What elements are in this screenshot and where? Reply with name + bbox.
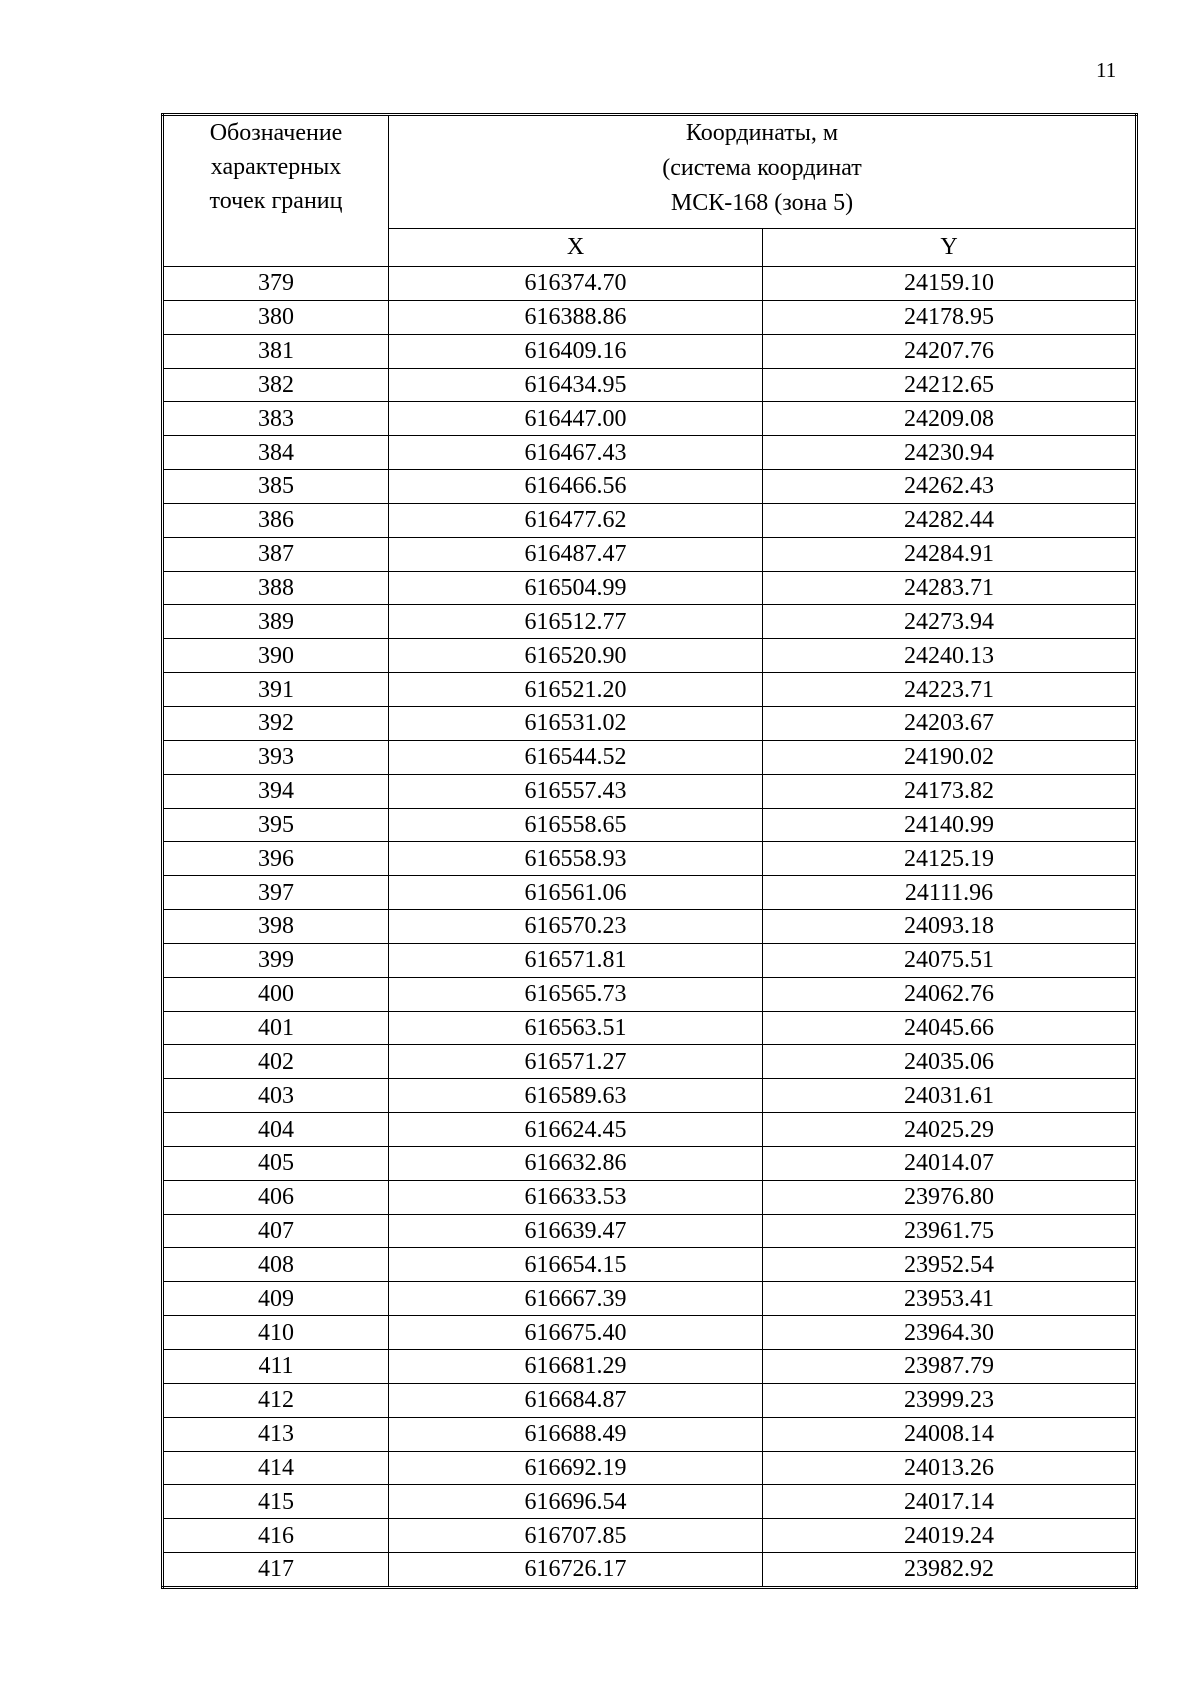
- x-coordinate-cell: 616434.95: [389, 368, 763, 402]
- y-coordinate-cell: 24209.08: [763, 402, 1137, 436]
- point-number-cell: 392: [163, 706, 389, 740]
- x-coordinate-cell: 616504.99: [389, 571, 763, 605]
- table-row: [163, 977, 1137, 1011]
- table-row: [163, 842, 1137, 876]
- x-coordinate-cell: 616565.73: [389, 977, 763, 1011]
- table-row: [163, 368, 1137, 402]
- y-coordinate-cell: 24075.51: [763, 943, 1137, 977]
- y-coordinate-cell: 24125.19: [763, 842, 1137, 876]
- y-coordinate-cell: 24230.94: [763, 436, 1137, 470]
- y-coordinate-cell: 24282.44: [763, 503, 1137, 537]
- y-coordinate-cell: 24240.13: [763, 639, 1137, 673]
- y-coordinate-cell: 24111.96: [763, 876, 1137, 910]
- point-number-cell: 410: [163, 1316, 389, 1350]
- table-row: [163, 1248, 1137, 1282]
- table-row: [163, 1485, 1137, 1519]
- table-header: [163, 115, 1137, 267]
- table-row: [163, 1011, 1137, 1045]
- y-coordinate-cell: 23999.23: [763, 1383, 1137, 1417]
- coordinates-header: [389, 115, 1137, 229]
- point-number-cell: 397: [163, 876, 389, 910]
- x-coordinate-cell: 616632.86: [389, 1146, 763, 1180]
- header-line: точек границ: [209, 188, 343, 214]
- point-number-cell: 417: [163, 1553, 389, 1588]
- table-row: [163, 673, 1137, 707]
- point-number-cell: 402: [163, 1045, 389, 1079]
- y-coordinate-cell: 24035.06: [763, 1045, 1137, 1079]
- point-number-cell: 380: [163, 300, 389, 334]
- point-number-cell: 385: [163, 470, 389, 504]
- x-coordinate-cell: 616487.47: [389, 537, 763, 571]
- table-row: [163, 267, 1137, 301]
- y-coordinate-cell: 24207.76: [763, 334, 1137, 368]
- table-row: [163, 740, 1137, 774]
- header-line: Координаты, м: [685, 120, 839, 146]
- table-row: [163, 706, 1137, 740]
- x-coordinate-cell: 616684.87: [389, 1383, 763, 1417]
- y-coordinate-cell: 24014.07: [763, 1146, 1137, 1180]
- table-row: [163, 1451, 1137, 1485]
- y-coordinate-cell: 23953.41: [763, 1282, 1137, 1316]
- x-coordinate-cell: 616531.02: [389, 706, 763, 740]
- page-number: 11: [1096, 58, 1117, 82]
- point-number-cell: 407: [163, 1214, 389, 1248]
- x-coordinate-cell: 616409.16: [389, 334, 763, 368]
- y-coordinate-cell: 23987.79: [763, 1350, 1137, 1384]
- coordinates-table: [161, 113, 1138, 1589]
- table-row: [163, 1316, 1137, 1350]
- table-row: [163, 1519, 1137, 1553]
- table-row: [163, 1113, 1137, 1147]
- point-number-cell: 386: [163, 503, 389, 537]
- table-row: [163, 334, 1137, 368]
- x-coordinate-cell: 616520.90: [389, 639, 763, 673]
- y-coordinate-cell: 24173.82: [763, 774, 1137, 808]
- table-row: [163, 910, 1137, 944]
- x-coordinate-cell: 616654.15: [389, 1248, 763, 1282]
- point-number-cell: 414: [163, 1451, 389, 1485]
- point-number-cell: 401: [163, 1011, 389, 1045]
- y-coordinate-cell: 24017.14: [763, 1485, 1137, 1519]
- y-coordinate-cell: 24159.10: [763, 267, 1137, 301]
- point-number-cell: 408: [163, 1248, 389, 1282]
- x-coordinate-cell: 616563.51: [389, 1011, 763, 1045]
- table-row: [163, 605, 1137, 639]
- point-number-cell: 403: [163, 1079, 389, 1113]
- table-row: [163, 1350, 1137, 1384]
- x-coordinate-cell: 616466.56: [389, 470, 763, 504]
- y-coordinate-cell: 24045.66: [763, 1011, 1137, 1045]
- table-body: [163, 267, 1137, 1588]
- table-row: [163, 402, 1137, 436]
- x-coordinate-cell: 616557.43: [389, 774, 763, 808]
- point-number-cell: 406: [163, 1180, 389, 1214]
- table-row: [163, 774, 1137, 808]
- y-coordinate-cell: 23976.80: [763, 1180, 1137, 1214]
- x-coordinate-cell: 616467.43: [389, 436, 763, 470]
- y-column-header: Y: [763, 229, 1137, 267]
- x-coordinate-cell: 616692.19: [389, 1451, 763, 1485]
- table-row: [163, 1180, 1137, 1214]
- table-row: [163, 537, 1137, 571]
- point-number-cell: 394: [163, 774, 389, 808]
- table-row: [163, 300, 1137, 334]
- x-coordinate-cell: 616477.62: [389, 503, 763, 537]
- table-row: [163, 1146, 1137, 1180]
- table-row: [163, 571, 1137, 605]
- point-number-cell: 400: [163, 977, 389, 1011]
- point-number-cell: 404: [163, 1113, 389, 1147]
- x-coordinate-cell: 616681.29: [389, 1350, 763, 1384]
- x-coordinate-cell: 616512.77: [389, 605, 763, 639]
- table-row: [163, 1383, 1137, 1417]
- y-coordinate-cell: 24178.95: [763, 300, 1137, 334]
- y-coordinate-cell: 23952.54: [763, 1248, 1137, 1282]
- x-coordinate-cell: 616633.53: [389, 1180, 763, 1214]
- point-number-cell: 379: [163, 267, 389, 301]
- point-number-cell: 413: [163, 1417, 389, 1451]
- table-row: [163, 1282, 1137, 1316]
- table-row: [163, 943, 1137, 977]
- x-coordinate-cell: 616388.86: [389, 300, 763, 334]
- y-coordinate-cell: 24190.02: [763, 740, 1137, 774]
- table-row: [163, 1553, 1137, 1588]
- x-coordinate-cell: 616639.47: [389, 1214, 763, 1248]
- x-coordinate-cell: 616571.27: [389, 1045, 763, 1079]
- table-row: [163, 808, 1137, 842]
- y-coordinate-cell: 24283.71: [763, 571, 1137, 605]
- point-number-cell: 409: [163, 1282, 389, 1316]
- point-number-cell: 382: [163, 368, 389, 402]
- y-coordinate-cell: 23961.75: [763, 1214, 1137, 1248]
- point-number-cell: 393: [163, 740, 389, 774]
- table-row: [163, 1079, 1137, 1113]
- x-coordinate-cell: 616561.06: [389, 876, 763, 910]
- y-coordinate-cell: 23982.92: [763, 1553, 1137, 1588]
- x-coordinate-cell: 616726.17: [389, 1553, 763, 1588]
- y-coordinate-cell: 24223.71: [763, 673, 1137, 707]
- y-coordinate-cell: 24031.61: [763, 1079, 1137, 1113]
- y-coordinate-cell: 24025.29: [763, 1113, 1137, 1147]
- point-number-cell: 387: [163, 537, 389, 571]
- point-number-cell: 384: [163, 436, 389, 470]
- point-number-cell: 412: [163, 1383, 389, 1417]
- header-line: характерных: [210, 154, 342, 180]
- x-coordinate-cell: 616707.85: [389, 1519, 763, 1553]
- y-coordinate-cell: 24062.76: [763, 977, 1137, 1011]
- point-number-cell: 405: [163, 1146, 389, 1180]
- header-line: МСК-168 (зона 5): [670, 190, 854, 216]
- x-coordinate-cell: 616521.20: [389, 673, 763, 707]
- point-number-cell: 389: [163, 605, 389, 639]
- table-row: [163, 876, 1137, 910]
- table-row: [163, 1214, 1137, 1248]
- y-coordinate-cell: 24013.26: [763, 1451, 1137, 1485]
- table-row: [163, 470, 1137, 504]
- point-number-cell: 391: [163, 673, 389, 707]
- header-line: Обозначение: [209, 120, 343, 146]
- table-row: [163, 639, 1137, 673]
- y-coordinate-cell: 24284.91: [763, 537, 1137, 571]
- table-row: [163, 503, 1137, 537]
- x-coordinate-cell: 616571.81: [389, 943, 763, 977]
- x-coordinate-cell: 616688.49: [389, 1417, 763, 1451]
- y-coordinate-cell: 24212.65: [763, 368, 1137, 402]
- point-number-cell: 399: [163, 943, 389, 977]
- point-number-cell: 390: [163, 639, 389, 673]
- y-coordinate-cell: 24019.24: [763, 1519, 1137, 1553]
- y-coordinate-cell: 24262.43: [763, 470, 1137, 504]
- x-coordinate-cell: 616447.00: [389, 402, 763, 436]
- x-coordinate-cell: 616667.39: [389, 1282, 763, 1316]
- y-coordinate-cell: 24140.99: [763, 808, 1137, 842]
- x-coordinate-cell: 616374.70: [389, 267, 763, 301]
- x-column-header: X: [389, 229, 763, 267]
- point-number-cell: 395: [163, 808, 389, 842]
- point-number-cell: 383: [163, 402, 389, 436]
- header-line: (система координат: [662, 155, 862, 181]
- point-number-cell: 398: [163, 910, 389, 944]
- x-coordinate-cell: 616558.93: [389, 842, 763, 876]
- x-coordinate-cell: 616570.23: [389, 910, 763, 944]
- table-row: [163, 1417, 1137, 1451]
- point-number-cell: 388: [163, 571, 389, 605]
- x-coordinate-cell: 616544.52: [389, 740, 763, 774]
- x-coordinate-cell: 616558.65: [389, 808, 763, 842]
- x-coordinate-cell: 616696.54: [389, 1485, 763, 1519]
- table-row: [163, 436, 1137, 470]
- y-coordinate-cell: 24273.94: [763, 605, 1137, 639]
- point-number-cell: 416: [163, 1519, 389, 1553]
- y-coordinate-cell: 24008.14: [763, 1417, 1137, 1451]
- point-number-cell: 381: [163, 334, 389, 368]
- y-coordinate-cell: 23964.30: [763, 1316, 1137, 1350]
- x-coordinate-cell: 616624.45: [389, 1113, 763, 1147]
- table-row: [163, 1045, 1137, 1079]
- point-number-cell: 415: [163, 1485, 389, 1519]
- x-coordinate-cell: 616675.40: [389, 1316, 763, 1350]
- point-number-cell: 411: [163, 1350, 389, 1384]
- point-designation-header: [163, 115, 389, 267]
- point-number-cell: 396: [163, 842, 389, 876]
- y-coordinate-cell: 24093.18: [763, 910, 1137, 944]
- y-coordinate-cell: 24203.67: [763, 706, 1137, 740]
- x-coordinate-cell: 616589.63: [389, 1079, 763, 1113]
